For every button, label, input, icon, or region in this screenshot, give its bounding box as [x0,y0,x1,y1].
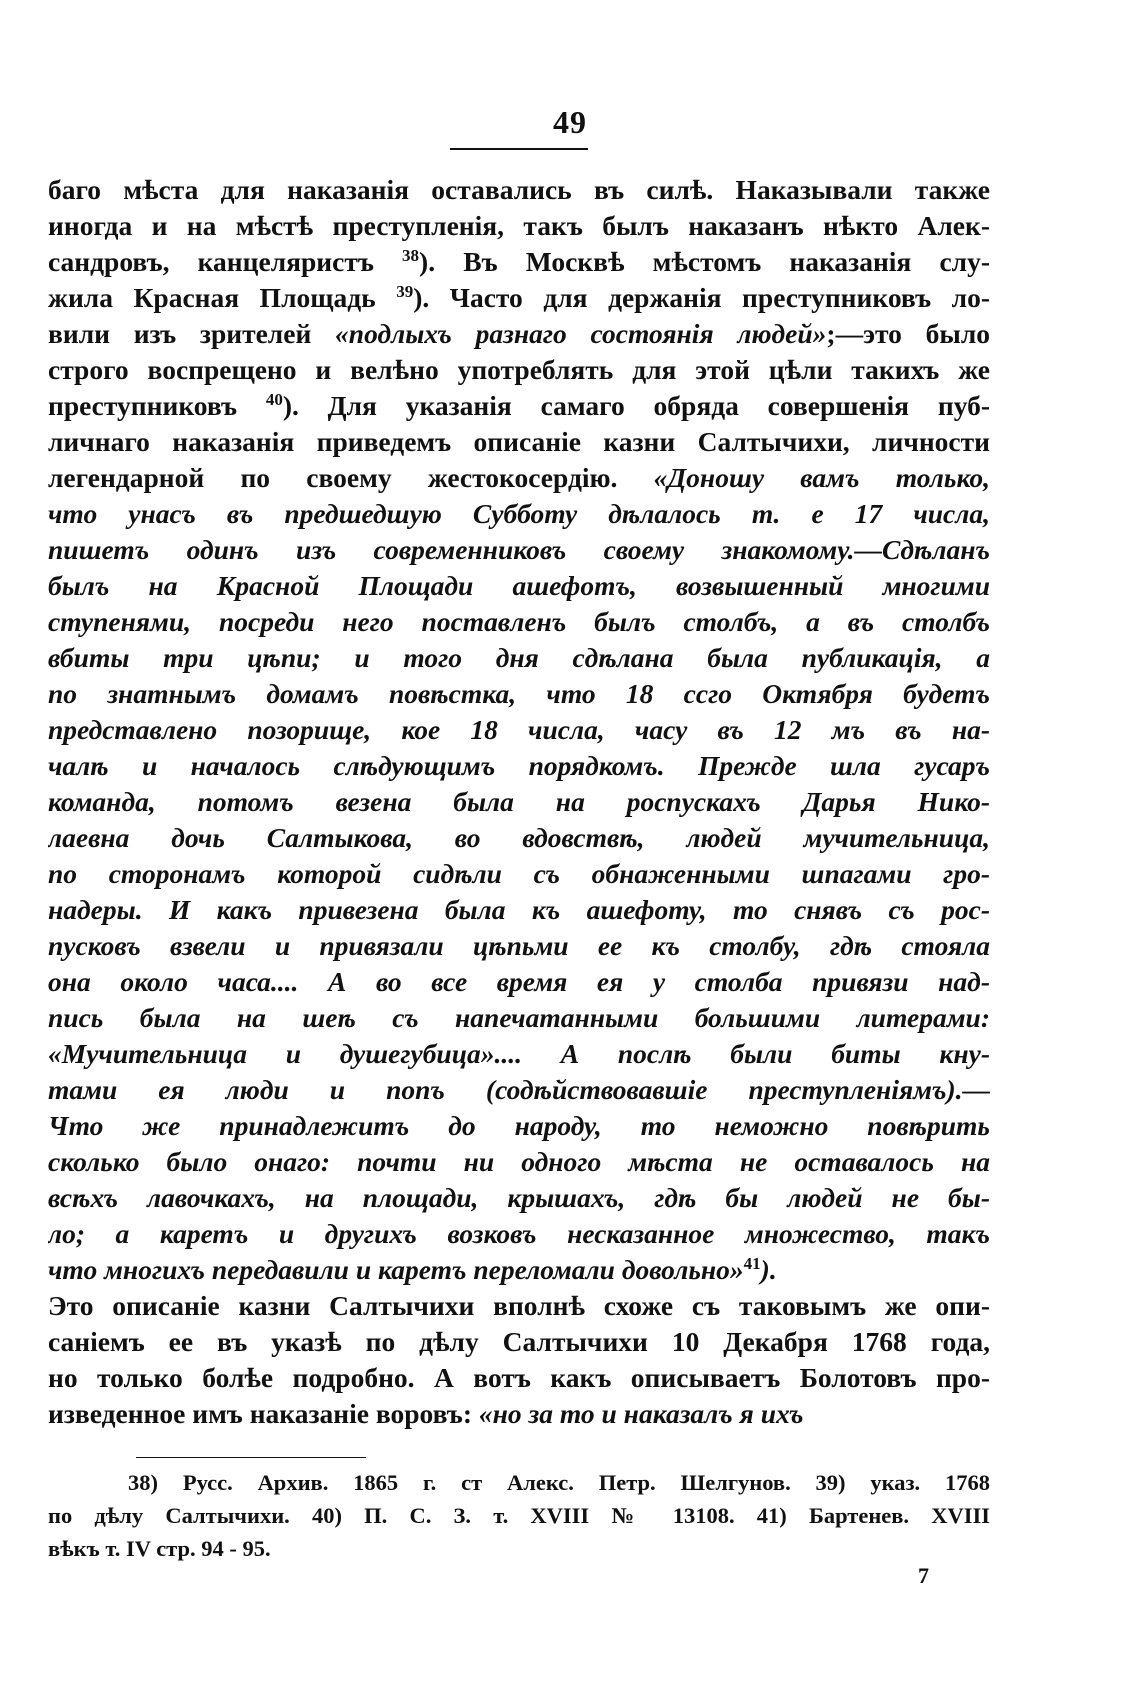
quoted-text: представлено позорище, кое 18 числа, часу въ 12 мъ въ на- [48,714,990,745]
text-line [48,1108,990,1144]
text-line [48,784,990,820]
text-run: иногда и на мѣстѣ преступленія, такъ былъ наказанъ нѣкто Алек- [48,210,990,241]
footnote-line: по дѣлу Салтычихи. 40) П. С. З. т. XVIII № 13108. 41) Бартенев. XVIII [48,1503,990,1528]
text-run: сандровъ, канцеляристъ [48,246,403,277]
footnote-marker: 41 [743,1253,761,1273]
footnote-marker: 39 [396,281,414,301]
quoted-text: ло; а каретъ и другихъ возковъ несказанное множество, такъ [48,1218,990,1249]
text-line [48,244,990,280]
text-line [48,604,990,640]
text-line [48,1072,990,1108]
text-run: но только болѣе подробно. А вотъ какъ описываетъ Болотовъ про- [48,1362,990,1393]
text-line [48,1324,990,1360]
footnotes [48,1466,990,1565]
quoted-text: былъ на Красной Площади ашефотъ, возвышенный многими [48,570,990,601]
quoted-text: сколько было онаго: почти ни одного мѣста не оставалось на [48,1146,990,1177]
text-line [48,1144,990,1180]
quoted-text: пусковъ взвели и привязали цѣпьми ее къ столбу, гдѣ стояла [48,930,990,961]
text-run: Это описаніе казни Салтычихи вполнѣ схоже съ таковымъ же опи- [48,1290,990,1321]
page-number-underline [450,148,588,150]
text-run: баго мѣста для наказанія оставались въ силѣ. Наказывали также [48,174,990,205]
text-line [48,1036,990,1072]
text-line [48,748,990,784]
quoted-text: «но за то и наказалъ я ихъ [478,1398,804,1429]
quoted-text: что унасъ въ предшедшую Субботу дѣлалось т. е 17 числа, [48,498,990,529]
text-line [48,712,990,748]
quoted-text: ). [760,1254,777,1285]
text-run: легендарной по своему жестокосердію. [48,462,654,493]
quoted-text: тами ея люди и попъ (содѣйствовавшіе преступленіямъ).— [48,1074,990,1105]
quoted-text: что многихъ передавили и каретъ переломали довольно» [48,1254,744,1285]
text-run: изведенное имъ наказаніе воровъ: [48,1398,479,1429]
text-run: личнаго наказанія приведемъ описаніе казни Салтычихи, личности [48,426,990,457]
text-line [48,532,990,568]
text-run: ;—это было [826,318,990,349]
text-line [48,316,990,352]
quoted-text: команда, потомъ везена была на роспускахъ Дарья Нико- [48,786,990,817]
text-line [48,928,990,964]
footnote-marker: 38 [402,245,420,265]
text-run: вили изъ зрителей [48,318,336,349]
quoted-text: пись была на шеѣ съ напечатанными большими литерами: [48,1002,990,1033]
text-line [48,424,990,460]
quoted-text: «Мучительница и душегубица».... А послѣ были биты кну- [48,1038,990,1069]
quoted-text: всѣхъ лавочкахъ, на площади, крышахъ, гдѣ бы людей не бы- [48,1182,990,1213]
quoted-text: она около часа.... А во все время ея у столба привязи над- [48,966,990,997]
page-number: 49 [553,104,587,140]
text-line [48,640,990,676]
text-line [48,856,990,892]
text-run: жила Красная Площадь [48,282,397,313]
quoted-text: «подлыхъ разнаго состоянія людей» [335,318,827,349]
text-line [48,208,990,244]
text-line [48,892,990,928]
quoted-text: пишетъ одинъ изъ современниковъ своему знакомому.—Сдѣланъ [48,534,990,565]
text-line [48,388,990,424]
text-line [48,352,990,388]
text-run: преступниковъ [48,390,266,421]
body-text [48,172,990,1432]
text-line [48,1288,990,1324]
footnote-line: 38) Русс. Архив. 1865 г. ст Алекс. Петр. Шелгунов. 39) указ. 1768 [128,1470,990,1495]
text-run: строго воспрещено и велѣно употреблять для этой цѣли такихъ же [48,354,990,385]
text-run: ). Часто для держанія преступниковъ ло- [413,282,990,313]
quoted-text: по сторонамъ которой сидѣли съ обнаженными шпагами гро- [48,858,990,889]
text-line [48,460,990,496]
text-run: саніемъ ее въ указѣ по дѣлу Салтычихи 10 Декабря 1768 года, [48,1326,990,1357]
footnote-separator [136,1457,366,1458]
quoted-text: чалѣ и началось слѣдующимъ порядкомъ. Прежде шла гусаръ [48,750,990,781]
text-line [48,280,990,316]
quoted-text: по знатнымъ домамъ повѣстка, что 18 ссго Октября будетъ [48,678,990,709]
signature-mark: 7 [918,1563,929,1588]
text-line [48,676,990,712]
quoted-text: Что же принадлежитъ до народу, то неможно повѣрить [48,1110,990,1141]
text-line [48,964,990,1000]
text-run: ). Въ Москвѣ мѣстомъ наказанія слу- [419,246,990,277]
text-line [48,820,990,856]
quoted-text: ступенями, посреди него поставленъ былъ столбъ, а въ столбъ [48,606,990,637]
text-line [48,172,990,208]
text-line [48,568,990,604]
text-line [48,1000,990,1036]
quoted-text: «Доношу вамъ только, [653,462,990,493]
text-line [48,1180,990,1216]
quoted-text: надеры. И какъ привезена была къ ашефоту, то снявъ съ рос- [48,894,990,925]
quoted-text: лаевна дочь Салтыкова, во вдовствѣ, людей мучительница, [48,822,990,853]
text-line [48,1360,990,1396]
text-line [48,1252,990,1288]
text-run: ). Для указанія самаго обряда совершенія пуб- [282,390,990,421]
footnote-marker: 40 [265,389,283,409]
text-line [48,496,990,532]
quoted-text: вбиты три цѣпи; и того дня сдѣлана была публикація, а [48,642,990,673]
footnote-line: вѣкъ т. IV стр. 94 - 95. [48,1536,271,1561]
text-line [48,1216,990,1252]
text-line [48,1396,990,1432]
